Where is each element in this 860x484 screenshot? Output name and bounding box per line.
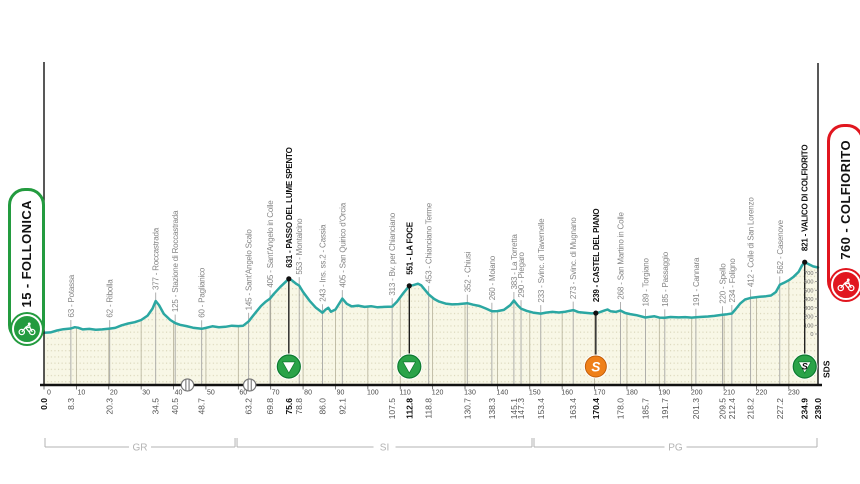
svg-text:243 - Ins. ss.2 - Cassia: 243 - Ins. ss.2 - Cassia [318, 224, 328, 302]
svg-text:352 - Chiusi: 352 - Chiusi [463, 251, 473, 293]
svg-text:145 - Sant'Angelo Scalo: 145 - Sant'Angelo Scalo [244, 229, 254, 311]
svg-text:40.5: 40.5 [170, 398, 181, 415]
cyclist-icon [12, 314, 42, 344]
svg-text:0.0: 0.0 [39, 398, 49, 410]
finish-label: 760 - COLFIORITO [838, 140, 853, 260]
sprint-marker [584, 355, 608, 379]
svg-text:70: 70 [271, 389, 280, 397]
tunnel-icon [181, 379, 193, 391]
svg-text:138.3: 138.3 [486, 398, 497, 420]
gpm-marker [276, 354, 302, 380]
svg-text:62 - Ribolla: 62 - Ribolla [105, 279, 115, 318]
svg-text:100: 100 [367, 389, 379, 397]
summit-dot [802, 260, 807, 265]
start-label-box [8, 188, 45, 342]
svg-text:227.2: 227.2 [774, 398, 785, 420]
svg-text:S: S [801, 361, 808, 372]
svg-text:201.3: 201.3 [690, 398, 701, 420]
svg-text:551 - LA FOCE: 551 - LA FOCE [405, 222, 415, 275]
svg-text:150: 150 [528, 389, 541, 397]
svg-text:GR: GR [132, 442, 148, 454]
svg-text:218.2: 218.2 [745, 398, 756, 420]
svg-text:200: 200 [690, 389, 703, 397]
svg-text:60 - Paglianico: 60 - Paglianico [197, 267, 207, 318]
svg-text:200: 200 [804, 314, 814, 321]
svg-text:20.3: 20.3 [104, 398, 115, 415]
svg-text:189 - Torgiano: 189 - Torgiano [641, 258, 651, 307]
svg-text:377 - Roccastrada: 377 - Roccastrada [151, 228, 161, 291]
svg-text:700: 700 [804, 270, 814, 277]
cyclist-icon [831, 270, 860, 300]
svg-text:300: 300 [804, 305, 814, 312]
svg-text:190: 190 [658, 389, 671, 397]
start-label: 15 - FOLLONICA [19, 200, 34, 308]
svg-text:120: 120 [431, 389, 444, 397]
svg-text:180: 180 [626, 389, 638, 397]
svg-text:10: 10 [77, 389, 86, 397]
gpm-finish-marker [792, 354, 818, 380]
summit-dot [593, 310, 598, 315]
svg-text:400: 400 [804, 297, 814, 303]
svg-text:191 - Cannara: 191 - Cannara [691, 257, 701, 307]
svg-text:145.1: 145.1 [508, 398, 519, 420]
svg-text:92.1: 92.1 [337, 398, 348, 415]
svg-text:PG: PG [668, 442, 683, 454]
svg-text:160: 160 [561, 389, 574, 397]
svg-text:40: 40 [174, 389, 183, 397]
waypoint-labels [67, 145, 810, 318]
svg-text:118.8: 118.8 [423, 398, 434, 419]
svg-text:0: 0 [47, 389, 51, 397]
sds-credit: SDS [821, 360, 832, 378]
svg-text:130.7: 130.7 [462, 398, 473, 420]
svg-text:220: 220 [755, 389, 768, 397]
svg-text:212.4: 212.4 [726, 398, 737, 420]
svg-text:230: 230 [788, 389, 800, 397]
distance-labels [39, 398, 823, 420]
svg-text:86.0: 86.0 [317, 398, 328, 415]
gpm-marker [396, 354, 422, 380]
svg-text:20: 20 [109, 389, 118, 397]
summit-dot [286, 276, 291, 281]
svg-text:69.8: 69.8 [265, 398, 276, 415]
svg-text:453 - Chianciano Terme: 453 - Chianciano Terme [424, 202, 434, 284]
svg-text:80: 80 [304, 389, 312, 397]
svg-text:405 - Sant'Angelo in Colle: 405 - Sant'Angelo in Colle [266, 200, 276, 288]
svg-text:178.0: 178.0 [615, 398, 626, 420]
svg-text:34.5: 34.5 [150, 398, 161, 415]
svg-text:75.6: 75.6 [283, 398, 294, 415]
svg-text:78.8: 78.8 [294, 398, 305, 415]
svg-text:63 - Potassa: 63 - Potassa [66, 274, 76, 318]
svg-text:562 - Casenove: 562 - Casenove [775, 220, 785, 274]
svg-text:130: 130 [464, 389, 476, 397]
svg-text:290 - Piegaro: 290 - Piegaro [517, 252, 527, 298]
svg-text:125 - Stazione di Roccastrada: 125 - Stazione di Roccastrada [171, 210, 181, 313]
svg-text:239 - CASTEL DEL PIANO: 239 - CASTEL DEL PIANO [591, 208, 601, 303]
svg-text:239.0: 239.0 [813, 398, 823, 420]
km-tick-labels [47, 390, 800, 397]
svg-text:30: 30 [142, 389, 151, 397]
summit-dot [407, 283, 412, 288]
svg-text:500: 500 [804, 288, 814, 295]
svg-text:405 - San Quirico d'Orcia: 405 - San Quirico d'Orcia [338, 202, 348, 288]
svg-text:S: S [591, 359, 601, 375]
svg-text:0: 0 [810, 332, 814, 338]
svg-text:412 - Colle di San Lorenzo: 412 - Colle di San Lorenzo [746, 197, 756, 287]
province-brackets [45, 438, 817, 454]
svg-text:140: 140 [496, 389, 509, 397]
svg-text:600: 600 [804, 279, 814, 286]
svg-text:220 - Spello: 220 - Spello [718, 263, 728, 304]
svg-text:SI: SI [379, 442, 390, 454]
svg-text:233 - Svinc. di Tavernelle: 233 - Svinc. di Tavernelle [536, 218, 546, 303]
svg-text:821 - VALICO DI COLFIORITO: 821 - VALICO DI COLFIORITO [800, 144, 810, 252]
svg-text:553 - Montalcino: 553 - Montalcino [295, 218, 305, 275]
svg-text:383 - La Torretta: 383 - La Torretta [509, 234, 519, 290]
svg-text:153.4: 153.4 [535, 398, 546, 420]
svg-text:273 - Svinc. di Mugnano: 273 - Svinc. di Mugnano [569, 217, 579, 300]
svg-text:170.4: 170.4 [590, 398, 601, 420]
svg-text:313 - Bv. per Chianciano: 313 - Bv. per Chianciano [388, 212, 398, 296]
svg-text:107.5: 107.5 [387, 398, 398, 420]
svg-text:90: 90 [336, 389, 345, 397]
svg-text:100: 100 [804, 323, 814, 330]
svg-text:163.4: 163.4 [568, 398, 579, 420]
svg-text:63.2: 63.2 [243, 398, 254, 415]
svg-text:60: 60 [239, 389, 248, 397]
svg-text:234 - Foligno: 234 - Foligno [727, 258, 737, 303]
svg-text:260 - Moiano: 260 - Moiano [487, 255, 497, 301]
svg-text:191.7: 191.7 [659, 398, 670, 420]
svg-text:268 - San Martino in Colle: 268 - San Martino in Colle [616, 212, 626, 300]
finish-label-box [827, 124, 860, 298]
svg-text:48.7: 48.7 [196, 398, 207, 415]
svg-text:210: 210 [723, 389, 735, 397]
svg-text:185 - Passaggio: 185 - Passaggio [660, 251, 670, 307]
svg-text:8.3: 8.3 [65, 398, 76, 410]
svg-text:234.9: 234.9 [799, 398, 810, 420]
svg-text:50: 50 [207, 389, 215, 397]
svg-text:631 - PASSO DEL LUME SPENTO: 631 - PASSO DEL LUME SPENTO [284, 147, 294, 268]
svg-text:112.8: 112.8 [404, 398, 415, 419]
tunnel-icon [243, 379, 255, 391]
svg-text:170: 170 [593, 389, 606, 397]
svg-text:185.7: 185.7 [640, 398, 651, 420]
svg-text:147.3: 147.3 [516, 398, 527, 420]
svg-text:209.5: 209.5 [717, 398, 728, 420]
svg-text:110: 110 [399, 389, 411, 397]
